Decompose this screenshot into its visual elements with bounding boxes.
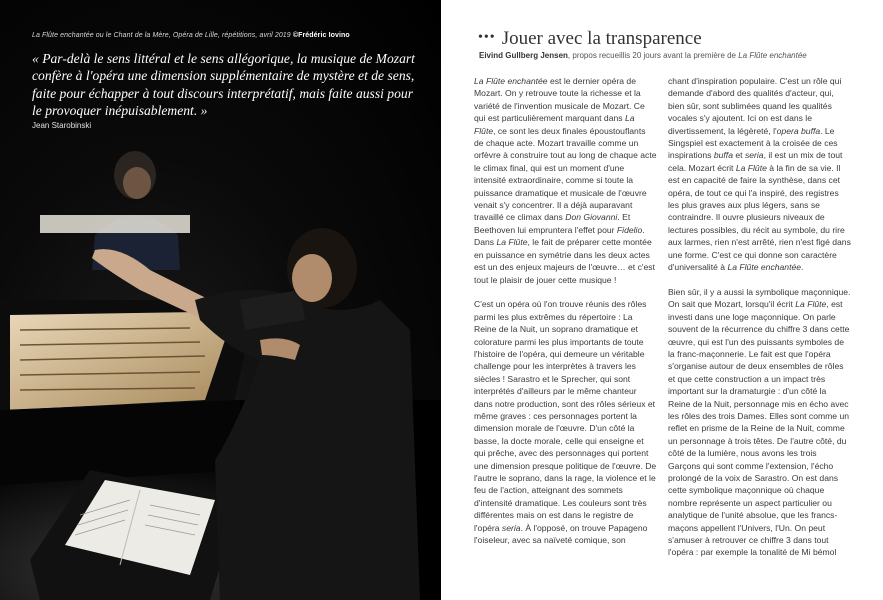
italic-run: La Flûte	[496, 237, 528, 248]
text-run: . Le Singspiel est exactement à la croisée de ces inspirations	[668, 125, 838, 161]
italic-run: La Flûte enchantée	[474, 76, 548, 86]
text-run: Bien sûr, il y a aussi la symbolique maçonnique. On sait que Mozart, lorsqu'il écrit	[668, 286, 851, 310]
article-page	[441, 0, 883, 600]
italic-run: La Flûte enchantée	[727, 262, 802, 273]
photo-caption	[32, 32, 432, 39]
caption-text: La Flûte enchantée ou le Chant de la Mère, Opéra de Lille, répétitions, avril 2019	[32, 32, 293, 39]
italic-run: La Flûte	[474, 113, 635, 136]
rehearsal-photo	[0, 0, 441, 600]
text-column-left	[474, 75, 657, 559]
text-run: et	[732, 150, 745, 161]
text-run: . Et Beethoven lui empruntera l'effet pour	[474, 212, 631, 235]
text-run: , ce sont les deux finales époustouflants de chaque acte. Mozart travaille comme un orfèvre à construire tout au long de chaque acte le climax final, qui est un moment d'une intensité extraordinaire, comme si toute la puissance dramatique et musicale de l'œuvre venait s'y concentrer. Il a déjà auparavant travaillé ce climax dans	[474, 125, 657, 223]
article-byline	[479, 51, 807, 60]
byline-text: , propos recueillis 20 jours avant la première de	[567, 51, 739, 60]
text-run: à la fin de sa vie. Il est en capacité de faire la synthèse, dans cet opéra, de tout ce qui l'a inspiré, des registres les plus graves aux plus légers, sans se contraindre. Il ouvre plusieurs niveaux de lectures possibles, du récit au symbole, du rire aux larmes, rien n'est arrêté, rien n'est figé dans une forme. C'est ce qui donne son caractère d'universalité à	[668, 162, 851, 273]
paragraph	[474, 298, 657, 546]
paragraph	[474, 75, 657, 286]
text-column-right	[668, 75, 851, 571]
text-run: , il est un mix de tout cela. Mozart écrit	[668, 150, 843, 173]
photo-credit: ©Frédéric Iovino	[292, 32, 350, 39]
italic-run: buffa	[713, 150, 733, 161]
text-run: , est investi dans une loge maçonnique. On parle souvent de la récurrence du chiffre 3 dans cette œuvre, qui est l'un des puissants symboles de la franc-maçonnerie. Le fait est que l'opéra s'organise autour de deux ensembles de rôles et que cette construction a un impact très important sur la dramaturgie : d'un côté la Reine de la Nuit, personnage mis en écho avec les rôles des trois Dames. Elles sont comme un reflet en prisme de la Reine de la Nuit, comme un personnage à trois têtes. De l'autre côté, du côté de la lumière, nous avons les trois Garçons qui sont comme l'extension, l'écho prolongé de la voix de Sarastro. On est dans cette symbolique maçonnique où chaque nombre représente un aspect particulier ou analytique de l'unité absolue, que les francs-maçons appellent l'Univers, l'Un. On peut s'amuser à retrouver ce chiffre 3 dans tout l'opéra : par exemple la tonalité de Mi bémol	[668, 299, 850, 558]
paragraph	[668, 75, 851, 274]
quote-author: Jean Starobinski	[32, 121, 92, 130]
article-title: Jouer avec la transparence	[501, 28, 702, 49]
text-run: , le fait de préparer cette montée en puissance en symétrie dans les deux actes est un des enjeux majeurs de l'œuvre… et c'est tout le plaisir de jouer cette musique !	[474, 237, 655, 285]
italic-run: Don Giovanni	[565, 212, 618, 223]
text-run: .	[801, 262, 804, 273]
text-run: . À l'opposé, on trouve Papageno l'oiseleur, avec sa naïveté comique, son	[474, 522, 648, 546]
italic-run: opera buffa	[776, 125, 821, 136]
text-run: . Dans	[474, 224, 645, 248]
byline-work-title: La Flûte enchantée	[738, 51, 807, 60]
article-heading	[478, 28, 702, 50]
italic-run: La Flûte	[795, 299, 827, 310]
text-run: C'est un opéra où l'on trouve réunis des rôles parmi les plus extrêmes du répertoire : La Reine de la Nuit, un soprano dramatique et colorature parmi les plus importants de toute l'histoire de l'opéra, qui demeure un véritable challenge pour les interprètes à travers les siècles ! Sarastro et le Sprecher, qui sont interprétés d'ailleurs par le même chanteur dans notre production, sont des rôles sérieux et même graves : ces personnages portent la dimension morale de l'œuvre. D'un côté la basse, la docte morale, celle qui enseigne et qui prêche, avec des personnages qui portent une dimension presque politique de l'œuvre. De l'autre le soprano, dans la rage, la violence et le feu de l'action, atteignant des sommets d'intensité dramatique. Les couleurs sont très différentes mais on est dans le registre de l'opéra	[474, 299, 657, 533]
byline-name: Eivind Gullberg Jensen	[479, 51, 568, 60]
text-run: est le dernier opéra de Mozart. On y retrouve toute la richesse et la variété de l'invention musicale de Mozart. Ce qui est particulièrement marquant dans	[474, 76, 645, 124]
italic-run: seria	[744, 150, 764, 161]
pull-quote: « Par-delà le sens littéral et le sens allégorique, la musique de Mozart confère à l'opéra une dimension supplémentaire de mystère et de sens, faite pour échapper à tout discours interprétatif, mais faite aussi pour le provoquer inépuisablement. »	[32, 51, 415, 119]
italic-run: La Flûte	[735, 162, 767, 173]
heading-dots: •••	[478, 30, 496, 45]
text-run: chant d'inspiration populaire. C'est un rôle qui demande d'abord des qualités d'acteur, qui, bien sûr, sont sublimées quand les qualités vocales s'y ajoutent. Ici on est dans le divertissement, la légèreté, l'	[668, 76, 842, 136]
italic-run: Fidelio	[616, 224, 643, 235]
paragraph	[668, 286, 851, 559]
italic-run: seria	[501, 522, 521, 533]
